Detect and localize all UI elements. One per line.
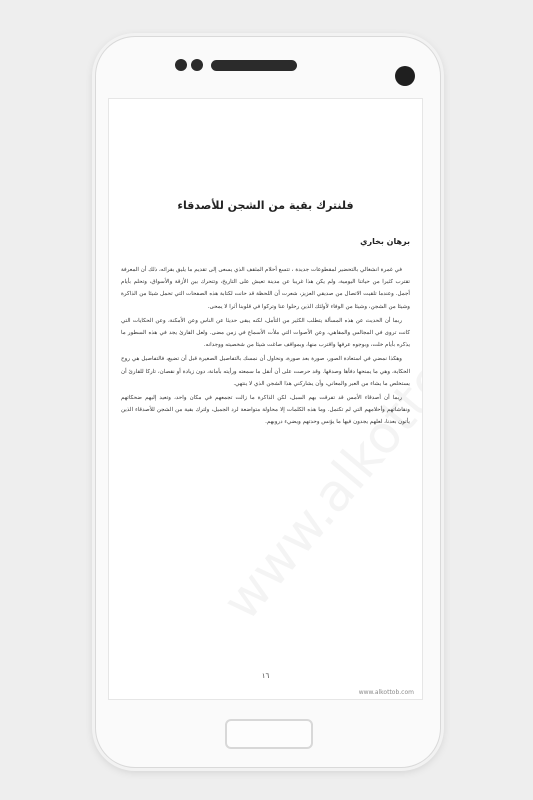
page-title: فلنترك بقية من الشجن للأصدقاء <box>177 199 354 212</box>
paragraph: وهكذا نمضي في استعادة الصور، صورة بعد صورة، ونحاول أن نمسك بالتفاصيل الصغيرة قبل أن تضيع، فالتفاصيل هي روح الحكاية، وهي ما يمنحها دفأها وصدقها. وقد حرصت على أن أنقل ما سمعته ورأيته بأمانة، دون زيادة أو نقصان، تاركا للقارئ أن يستخلص ما يشاء من العبر والمعاني، وأن يشاركني هذا الشجن الذي لا ينتهي. <box>121 356 410 387</box>
body-text <box>121 264 410 431</box>
paragraph: في غمرة انشغالي بالتحضير لمقطوعات جديدة ، تتسع أحلام المثقف الذي يسعى إلى تقديم ما يليق بقرائه، ذلك أن المعرفة تقترب كثيرا من حياتنا اليومية، ولم يكن هذا غريبا عن مدينة تعيش على التاريخ، وتتحرك بين الأزقة والأسواق، وتحلم بأيام أجمل. وعندما تلقيت الاتصال من صديقي العزيز، شعرت أن اللحظة قد حانت لكتابة هذه الصفحات التي تحمل شيئا من الذاكرة وشيئا من الشجن، وشيئا من الوفاء لأولئك الذين رحلوا عنا وتركوا في قلوبنا أثرا لا يمحى. <box>121 267 410 310</box>
site-url: www.alkottob.com <box>358 689 414 696</box>
sensor-dot <box>191 59 203 71</box>
page-number: ١٦ <box>261 672 270 680</box>
front-camera <box>395 66 415 86</box>
earpiece-speaker <box>211 60 297 71</box>
paragraph: ربما أن أصدقاء الأمس قد تفرقت بهم السبل، لكن الذاكرة ما زالت تجمعهم في مكان واحد، وتعيد إليهم ضحكاتهم ونقاشاتهم وأحلامهم التي لم تكتمل. وما هذه الكلمات إلا محاولة متواضعة لرد الجميل، ولترك بقية من الشجن للأصدقاء الذين يأتون بعدنا، لعلهم يجدون فيها ما يؤنس وحدتهم ويضيء دروبهم. <box>121 395 410 426</box>
book-page[interactable] <box>109 99 422 699</box>
author-name: برهان بخاري <box>360 237 410 246</box>
phone-frame <box>95 36 441 768</box>
home-button[interactable] <box>225 719 313 749</box>
sensor-dot <box>175 59 187 71</box>
paragraph: ربما أن الحديث عن هذه المسألة يتطلب الكثير من التأمل، لكنه يبقى حديثا عن الناس وعن الأمكنة، وعن الحكايات التي كانت تروى في المجالس والمقاهي، وعن الأصوات التي ملأت الأسماع في زمن مضى. ولعل القارئ يجد في هذه السطور ما يذكره بأيام خلت، وبوجوه عرفها واقترب منها، وبمواقف صاغت شيئا من شخصيته ووجدانه. <box>121 317 410 349</box>
